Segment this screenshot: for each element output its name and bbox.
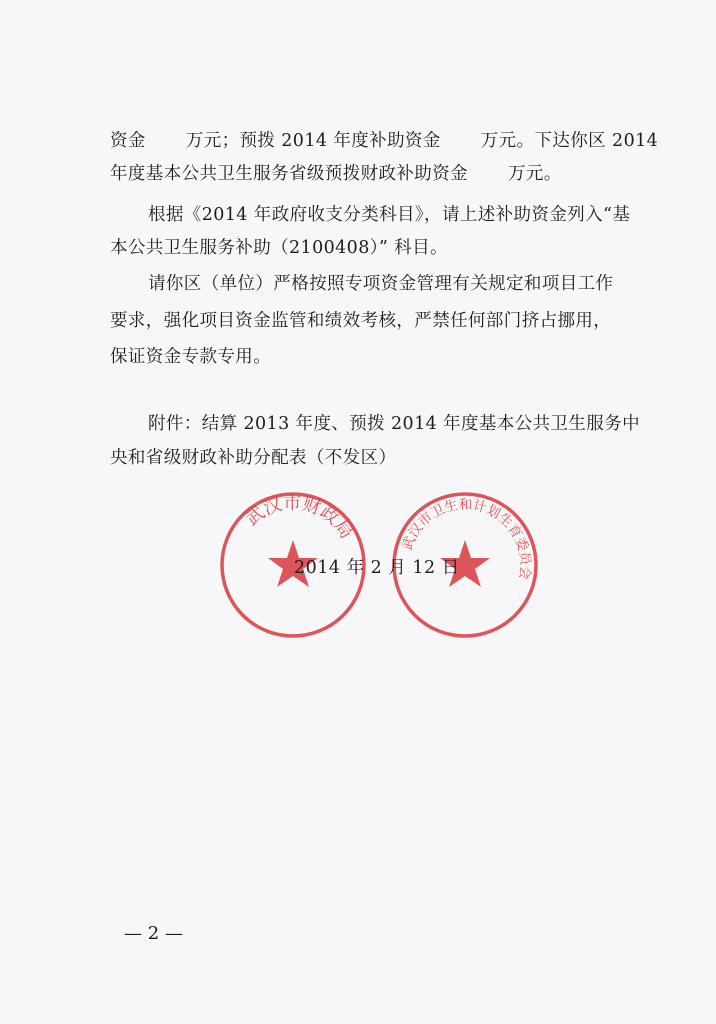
paragraph-1-line-1: 资金 万元；预拨 2014 年度补助资金 万元。下达你区 2014 <box>110 131 659 151</box>
attachment-line-1: 附件：结算 2013 年度、预拨 2014 年度基本公共卫生服务中 <box>148 414 641 434</box>
paragraph-1-line-2: 年度基本公共卫生服务省级预拨财政补助资金 万元。 <box>110 164 562 184</box>
seal-right-text: 武汉市卫生和计划生育委员会 <box>399 496 534 581</box>
paragraph-2-line-2: 本公共卫生服务补助（2100408）” 科目。 <box>110 238 448 258</box>
paragraph-3-line-1: 请你区（单位）严格按照专项资金管理有关规定和项目工作 <box>148 274 614 294</box>
page-number: — 2 — <box>124 923 183 944</box>
paragraph-3-line-3: 保证资金专款专用。 <box>110 347 272 367</box>
seal-left-text: 武汉市财政局 <box>241 492 357 543</box>
paragraph-2-line-1: 根据《2014 年政府收支分类科目》，请上述补助资金列入“基 <box>148 205 631 225</box>
attachment-line-2: 央和省级财政补助分配表（不发区） <box>110 448 397 468</box>
issue-date: 2014 年 2 月 12 日 <box>294 558 460 578</box>
paragraph-3-line-2: 要求，强化项目资金监管和绩效考核，严禁任何部门挤占挪用， <box>110 311 612 331</box>
